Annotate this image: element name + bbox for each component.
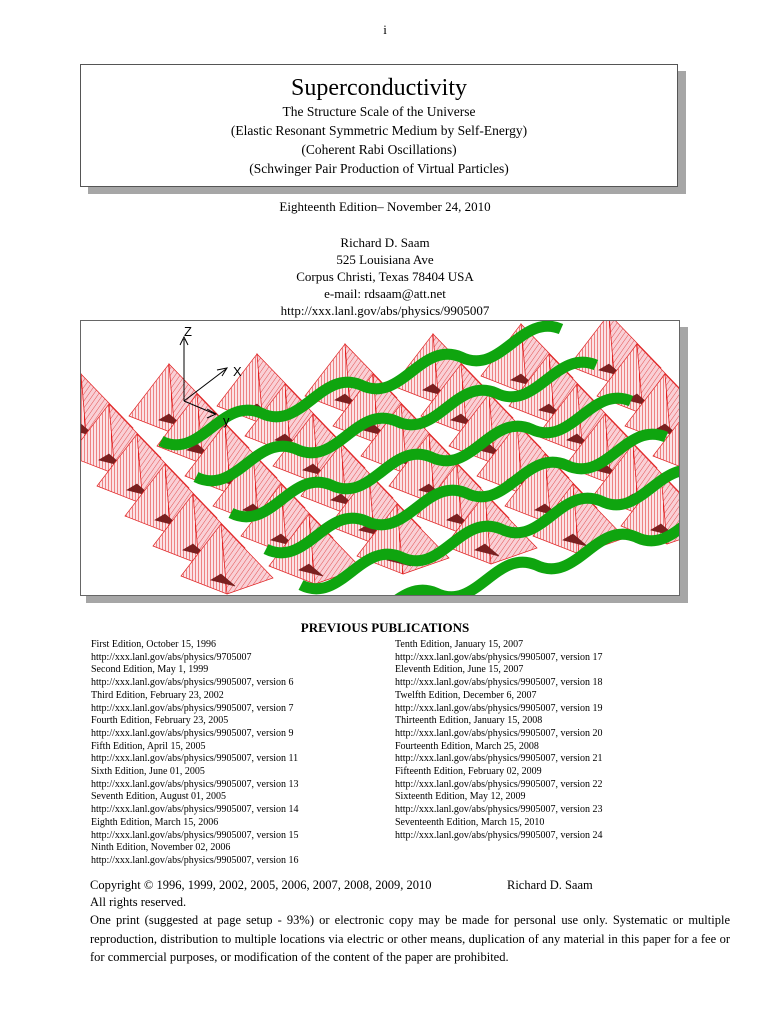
author-street: 525 Louisiana Ave [336, 252, 434, 267]
pyramid-face [129, 364, 175, 434]
rights-line: All rights reserved. [90, 895, 187, 909]
author-url[interactable]: http://xxx.lanl.gov/abs/physics/9905007 [280, 303, 490, 318]
edition-entry: Eighth Edition, March 15, 2006 [91, 816, 219, 828]
edition-date: Eighteenth Edition– November 24, 2010 [279, 199, 491, 214]
lattice-illustration [81, 321, 679, 595]
edition-entry: Twelfth Edition, December 6, 2007 [395, 689, 537, 701]
previous-publications-heading: PREVIOUS PUBLICATIONS [300, 620, 470, 635]
author-name: Richard D. Saam [340, 235, 430, 250]
usage-notice: One print (suggested at page setup - 93%) or electronic copy may be made for personal use only. Systematic or multiple reproduction, distribution to multiple locations via electric or other means, duplication of any material in this paper for a fee or for commercial purposes, or modification of the content of the paper are prohibited. [90, 913, 730, 964]
edition-entry: Sixteenth Edition, May 12, 2009 [395, 791, 526, 803]
edition-url[interactable]: http://xxx.lanl.gov/abs/physics/9905007, version 18 [395, 677, 603, 689]
edition-url[interactable]: http://xxx.lanl.gov/abs/physics/9905007, version 13 [91, 778, 299, 790]
edition-url[interactable]: http://xxx.lanl.gov/abs/physics/9905007, version 19 [395, 702, 603, 714]
subtitle-line: (Schwinger Pair Production of Virtual Particles) [249, 161, 509, 176]
lattice-figure [80, 320, 680, 596]
edition-url[interactable]: http://xxx.lanl.gov/abs/physics/9905007, version 20 [395, 727, 603, 739]
edition-url[interactable]: http://xxx.lanl.gov/abs/physics/9905007, version 14 [91, 804, 299, 816]
edition-url[interactable]: http://xxx.lanl.gov/abs/physics/9905007, version 23 [395, 804, 603, 816]
edition-url[interactable]: http://xxx.lanl.gov/abs/physics/9905007, version 17 [395, 651, 603, 663]
author-block [0, 234, 770, 319]
edition-entry: Eleventh Edition, June 15, 2007 [395, 664, 524, 676]
edition-url[interactable]: http://xxx.lanl.gov/abs/physics/9905007, version 22 [395, 778, 603, 790]
publications-right-column [395, 639, 695, 842]
edition-entry: Sixth Edition, June 01, 2005 [91, 766, 205, 778]
edition-entry: Seventeenth Edition, March 15, 2010 [395, 816, 545, 828]
y-axis-label: y [223, 413, 230, 428]
subtitle-line: (Coherent Rabi Oscillations) [301, 142, 457, 157]
edition-entry: Ninth Edition, November 02, 2006 [91, 842, 231, 854]
copyright-holder: Richard D. Saam [507, 878, 593, 892]
edition-url[interactable]: http://xxx.lanl.gov/abs/physics/9705007 [91, 651, 252, 663]
publications-left-column [91, 639, 391, 868]
title-box [80, 64, 678, 187]
edition-url[interactable]: http://xxx.lanl.gov/abs/physics/9905007, version 7 [91, 702, 294, 714]
edition-entry: Third Edition, February 23, 2002 [91, 689, 224, 701]
edition-entry: First Edition, October 15, 1996 [91, 639, 216, 650]
author-city: Corpus Christi, Texas 78404 USA [296, 269, 474, 284]
document-title: Superconductivity [291, 75, 467, 101]
edition-url[interactable]: http://xxx.lanl.gov/abs/physics/9905007, version 6 [91, 677, 294, 689]
copyright-block [90, 877, 730, 967]
edition-url[interactable]: http://xxx.lanl.gov/abs/physics/9905007, version 24 [395, 829, 603, 841]
z-axis-label: Z [184, 324, 192, 339]
edition-url[interactable]: http://xxx.lanl.gov/abs/physics/9905007, version 11 [91, 753, 299, 765]
edition-entry: Fifth Edition, April 15, 2005 [91, 740, 206, 752]
edition-url[interactable]: http://xxx.lanl.gov/abs/physics/9905007, version 9 [91, 727, 294, 739]
edition-entry: Fourteenth Edition, March 25, 2008 [395, 740, 539, 752]
x-axis-label: X [233, 364, 242, 379]
edition-url[interactable]: http://xxx.lanl.gov/abs/physics/9905007, version 15 [91, 829, 299, 841]
subtitle-line: (Elastic Resonant Symmetric Medium by Self-Energy) [230, 123, 528, 138]
edition-url[interactable]: http://xxx.lanl.gov/abs/physics/9905007, version 16 [91, 854, 299, 866]
subtitle-line: The Structure Scale of the Universe [282, 104, 476, 119]
page-number: i [383, 22, 387, 37]
copyright-line: Copyright © 1996, 1999, 2002, 2005, 2006, 2007, 2008, 2009, 2010 [90, 878, 432, 892]
edition-entry: Fourth Edition, February 23, 2005 [91, 715, 229, 727]
edition-entry: Seventh Edition, August 01, 2005 [91, 791, 226, 803]
edition-entry: Tenth Edition, January 15, 2007 [395, 639, 524, 650]
edition-url[interactable]: http://xxx.lanl.gov/abs/physics/9905007, version 21 [395, 753, 603, 765]
edition-entry: Thirteenth Edition, January 15, 2008 [395, 715, 543, 727]
author-email: e-mail: rdsaam@att.net [324, 286, 446, 301]
pyramid-face [569, 321, 615, 384]
edition-entry: Fifteenth Edition, February 02, 2009 [395, 766, 542, 778]
edition-entry: Second Edition, May 1, 1999 [91, 664, 209, 676]
